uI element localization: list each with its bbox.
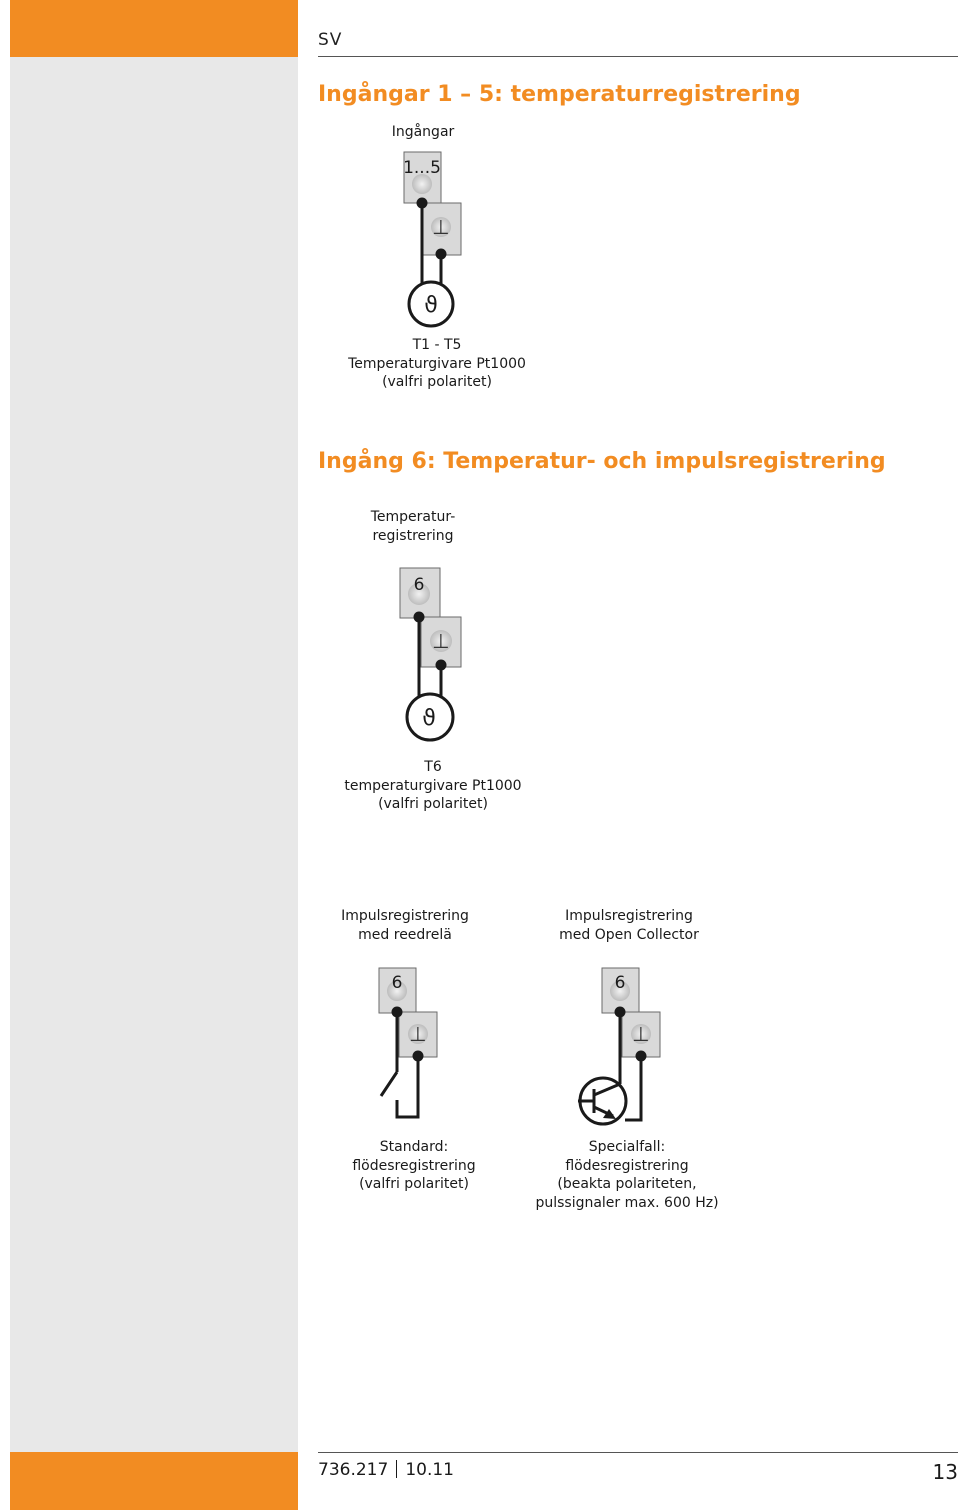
diagram-input-6-temperature xyxy=(400,568,461,740)
caption-line: med reedrelä xyxy=(358,926,452,943)
doc-number: 736.217 xyxy=(318,1460,389,1480)
caption-line: flödesregistrering xyxy=(352,1157,476,1174)
caption-line: Impulsregistrering xyxy=(565,908,693,924)
section1-sensor-caption xyxy=(337,336,537,392)
section1-title: Ingångar 1 – 5: temperaturregistrering xyxy=(318,82,801,107)
page-number: 13 xyxy=(932,1460,958,1484)
diagram-inputs-1-5 xyxy=(403,152,461,326)
terminal-label: 6 xyxy=(614,973,626,993)
diagram-open-collector xyxy=(578,968,660,1124)
inputs-caption: Ingångar xyxy=(391,124,455,140)
footer-document-info xyxy=(318,1460,454,1480)
terminal-label: 1...5 xyxy=(403,158,441,178)
caption-line: (beakta polariteten, xyxy=(557,1176,697,1192)
reed-switch-icon xyxy=(381,1072,397,1096)
ground-icon: ⊥ xyxy=(432,629,450,653)
caption-line: temperaturgivare Pt1000 xyxy=(344,777,522,794)
temp-registration-caption xyxy=(363,508,463,545)
collector-caption-bottom xyxy=(527,1138,727,1212)
reed-caption-top xyxy=(325,907,485,944)
section2-title: Ingång 6: Temperatur- och impulsregistrering xyxy=(318,449,886,474)
collector-caption-top xyxy=(539,907,719,944)
caption-line: (valfri polaritet) xyxy=(359,1176,469,1192)
ground-icon: ⊥ xyxy=(409,1022,427,1046)
t6-sensor-caption xyxy=(333,758,533,814)
caption-line: registrering xyxy=(372,527,454,544)
theta-symbol: ϑ xyxy=(422,706,436,731)
terminal-label: 6 xyxy=(413,575,425,595)
caption-line: med Open Collector xyxy=(559,926,699,943)
caption-line: Temperaturgivare Pt1000 xyxy=(348,355,526,372)
language-code: SV xyxy=(318,30,343,50)
ground-icon: ⊥ xyxy=(632,1022,650,1046)
caption-line: (valfri polaritet) xyxy=(382,374,492,390)
footer-rule xyxy=(318,1452,958,1453)
caption-line: Impulsregistrering xyxy=(341,908,469,924)
caption-line: T1 - T5 xyxy=(412,337,462,353)
doc-date: 10.11 xyxy=(405,1460,454,1480)
terminal-label: 6 xyxy=(391,973,403,993)
diagram-reed-relay xyxy=(379,968,437,1117)
caption-line: (valfri polaritet) xyxy=(378,796,488,812)
caption-line: pulssignaler max. 600 Hz) xyxy=(535,1194,719,1211)
separator xyxy=(396,1460,397,1478)
ground-icon: ⊥ xyxy=(432,215,450,239)
transistor-icon xyxy=(578,1078,626,1124)
theta-symbol: ϑ xyxy=(424,293,438,318)
caption-line: Specialfall: xyxy=(588,1139,666,1155)
caption-line: Temperatur- xyxy=(370,509,456,525)
caption-line: Standard: xyxy=(379,1139,449,1155)
reed-caption-bottom xyxy=(334,1138,494,1194)
caption-line: T6 xyxy=(424,759,442,775)
caption-line: flödesregistrering xyxy=(565,1157,689,1174)
